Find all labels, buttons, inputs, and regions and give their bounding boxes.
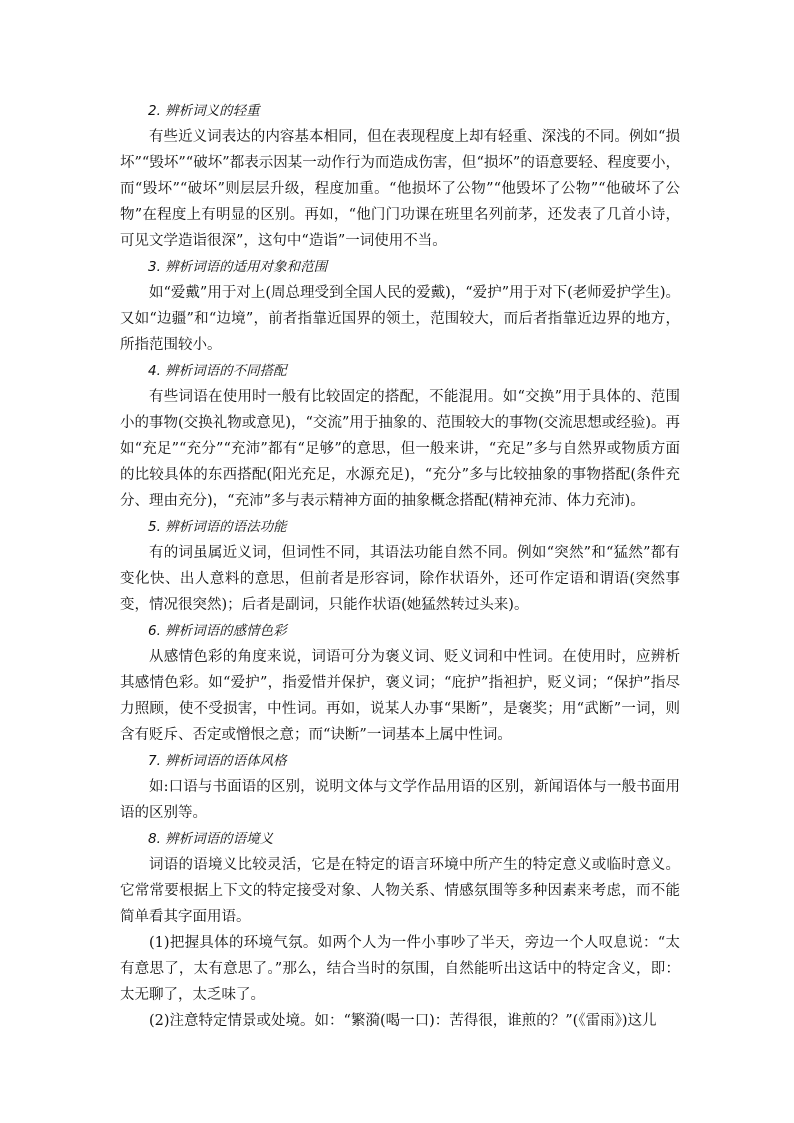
section-heading-8: 8. 辨析词语的语境义: [148, 831, 274, 847]
section-heading-3: 3. 辨析词语的适用对象和范围: [148, 259, 328, 275]
section-paragraph: 如“爱戴”用于对上(周总理受到全国人民的爱戴)，“爱护”用于对下(老师爱护学生)。又如“边疆”和“边境”，前者指靠近国界的领土，范围较大，而后者指靠近边界的地方，所指范围较小。: [120, 285, 680, 353]
section-heading-6: 6. 辨析词语的感情色彩: [148, 623, 287, 639]
section-paragraph: 有的词虽属近义词，但词性不同，其语法功能自然不同。例如“突然”和“猛然”都有变化快、出人意料的意思，但前者是形容词，除作状语外，还可作定语和谓语(突然事变，情况很突然)；后者是副词，只能作状语(她猛然转过头来)。: [120, 545, 680, 613]
section-paragraph: 词语的语境义比较灵活，它是在特定的语言环境中所产生的特定意义或临时意义。它常常要根据上下文的特定接受对象、人物关系、情感氛围等多种因素来考虑，而不能简单看其字面用语。: [120, 857, 680, 925]
section-heading-2: 2. 辨析词义的轻重: [148, 103, 260, 119]
section-heading-5: 5. 辨析词语的语法功能: [148, 519, 287, 535]
section-paragraph-item-2: (2)注意特定情景或处境。如：“繁漪(喝一口)：苦得很，谁煎的？”(《雷雨》)这儿: [149, 1013, 657, 1029]
section-paragraph: 从感情色彩的角度来说，词语可分为褒义词、贬义词和中性词。在使用时，应辨析其感情色彩。如“爱护”，指爱惜并保护，褒义词；“庇护”指袒护，贬义词；“保护”指尽力照顾，使不受损害，中性词。再如，说某人办事“果断”，是褒奖；用“武断”一词，则含有贬斥、否定或憎恨之意；而“诀断”一词基本上属中性词。: [120, 649, 680, 743]
document-page: [120, 98, 680, 1034]
section-paragraph: 有些近义词表达的内容基本相同，但在表现程度上却有轻重、深浅的不同。例如“损坏”“毁坏”“破坏”都表示因某一动作行为而造成伤害，但“损坏”的语意要轻、程度要小，而“毁坏”“破坏”则层层升级，程度加重。“他损坏了公物”“他毁坏了公物”“他破坏了公物”在程度上有明显的区别。再如，“他门门功课在班里名列前茅，还发表了几首小诗，可见文学造诣很深”，这句中“造诣”一词使用不当。: [120, 129, 680, 249]
section-heading-7: 7. 辨析词语的语体风格: [148, 753, 287, 769]
section-heading-4: 4. 辨析词语的不同搭配: [148, 363, 287, 379]
section-paragraph: 有些词语在使用时一般有比较固定的搭配，不能混用。如“交换”用于具体的、范围小的事物(交换礼物或意见)，“交流”用于抽象的、范围较大的事物(交流思想或经验)。再如“充足”“充分”“充沛”都有“足够”的意思，但一般来讲，“充足”多与自然界或物质方面的比较具体的东西搭配(阳光充足，水源充足)，“充分”多与比较抽象的事物搭配(条件充分、理由充分)，“充沛”多与表示精神方面的抽象概念搭配(精神充沛、体力充沛)。: [120, 389, 680, 509]
section-paragraph-item-1: (1)把握具体的环境气氛。如两个人为一件小事吵了半天，旁边一个人叹息说：“太有意思了，太有意思了。”那么，结合当时的氛围，自然能听出这话中的特定含义，即：太无聊了，太乏味了。: [120, 935, 680, 1003]
section-paragraph: 如:口语与书面语的区别，说明文体与文学作品用语的区别，新闻语体与一般书面用语的区别等。: [120, 779, 680, 821]
